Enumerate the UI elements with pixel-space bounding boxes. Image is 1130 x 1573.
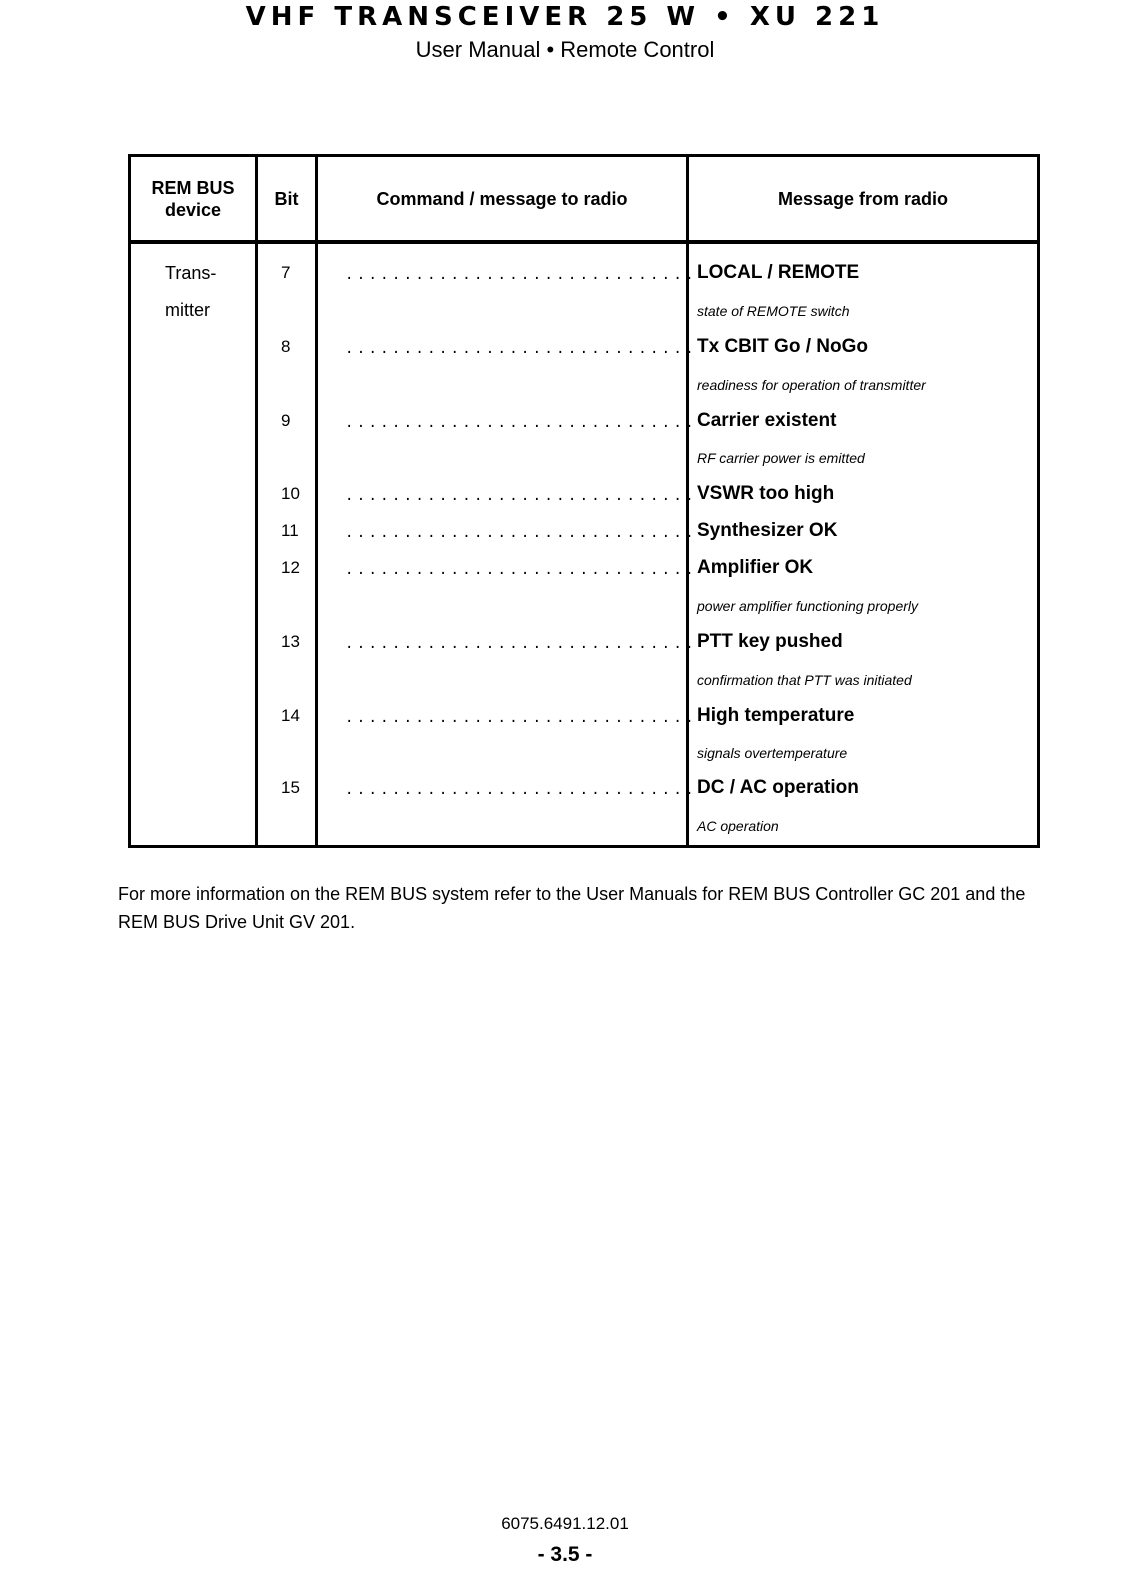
command-dots: .............................. xyxy=(345,562,697,578)
message-note: state of REMOTE switch xyxy=(697,303,850,319)
col-header-message: Message from radio xyxy=(777,188,949,209)
info-paragraph: For more information on the REM BUS system refer to the User Manuals for REM BUS Controller GC 201 and the REM BUS Drive Unit GV 201. xyxy=(118,884,1026,932)
device-label: Trans- xyxy=(165,263,217,283)
message-text: Carrier existent xyxy=(697,410,837,431)
col-header-command: Command / message to radio xyxy=(376,188,628,209)
column-divider xyxy=(255,157,258,845)
bit-number: 13 xyxy=(281,632,300,651)
device-label: mitter xyxy=(165,300,210,320)
bit-number: 11 xyxy=(281,521,299,540)
col-header-bit: Bit xyxy=(274,188,299,209)
document-subtitle: User Manual • Remote Control xyxy=(415,37,715,62)
message-note: readiness for operation of transmitter xyxy=(697,377,926,393)
bit-number: 10 xyxy=(281,484,300,503)
message-text: DC / AC operation xyxy=(697,777,859,798)
message-note: confirmation that PTT was initiated xyxy=(697,672,912,688)
message-note: power amplifier functioning properly xyxy=(697,598,918,614)
command-dots: .............................. xyxy=(345,525,697,541)
command-dots: .............................. xyxy=(345,341,697,357)
document-title: VHF TRANSCEIVER 25 W • XU 221 xyxy=(245,2,885,32)
message-note: RF carrier power is emitted xyxy=(697,450,865,466)
command-dots: .............................. xyxy=(345,710,697,726)
column-divider xyxy=(315,157,318,845)
bit-number: 12 xyxy=(281,558,300,577)
bit-number: 14 xyxy=(281,706,300,725)
command-dots: .............................. xyxy=(345,636,697,652)
bit-number: 9 xyxy=(281,411,291,430)
rem-bus-table xyxy=(128,154,1040,848)
command-dots: .............................. xyxy=(345,267,697,283)
command-dots: .............................. xyxy=(345,415,697,431)
message-text: Synthesizer OK xyxy=(697,520,838,541)
message-text: High temperature xyxy=(697,705,855,726)
message-text: Amplifier OK xyxy=(697,557,814,578)
bit-number: 15 xyxy=(281,778,300,797)
message-text: Tx CBIT Go / NoGo xyxy=(697,336,868,357)
message-note: signals overtemperature xyxy=(697,745,848,761)
header-divider xyxy=(131,240,1037,244)
message-text: VSWR too high xyxy=(697,483,835,504)
command-dots: .............................. xyxy=(345,782,697,798)
bit-number: 7 xyxy=(281,263,291,282)
message-text: PTT key pushed xyxy=(697,631,843,652)
message-note: AC operation xyxy=(697,818,779,834)
command-dots: .............................. xyxy=(345,488,697,504)
document-number: 6075.6491.12.01 xyxy=(501,1514,629,1533)
col-header-device: REM BUS device xyxy=(151,177,235,220)
bit-number: 8 xyxy=(281,337,291,356)
page-number: - 3.5 - xyxy=(537,1543,593,1566)
message-text: LOCAL / REMOTE xyxy=(697,262,860,283)
